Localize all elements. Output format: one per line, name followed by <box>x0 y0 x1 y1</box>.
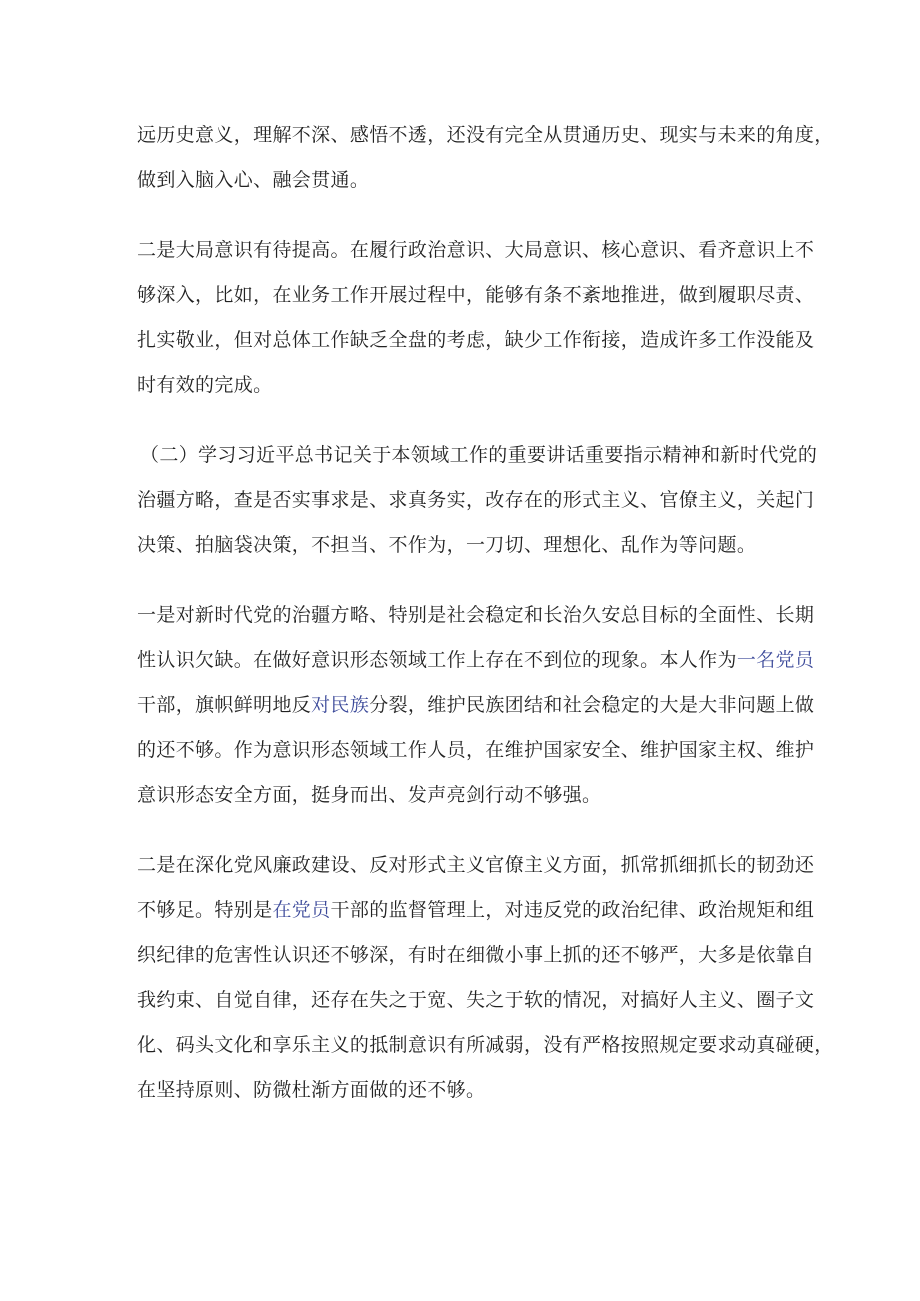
paragraph-5-line-2-text-a: 不够足。特别是 <box>137 899 273 921</box>
paragraph-5-line-2 <box>137 898 814 922</box>
paragraph-5-line-2-text-b: 干部的监督管理上，对违反党的政治纪律、政治规矩和组 <box>330 899 815 921</box>
paragraph-1-line-2: 做到入脑入心、融会贯通。 <box>137 169 370 191</box>
paragraph-5-line-6: 在坚持原则、防微杜渐方面做的还不够。 <box>137 1079 486 1101</box>
paragraph-4-line-1: 一是对新时代党的治疆方略、特别是社会稳定和长治久安总目标的全面性、长期 <box>137 604 815 626</box>
paragraph-2-line-2: 够深入，比如，在业务工作开展过程中，能够有条不紊地推进，做到履职尽责、 <box>137 284 815 306</box>
paragraph-4-line-3-text-b: 分裂，维护民族团结和社会稳定的大是大非问题上做 <box>369 694 815 716</box>
paragraph-4-line-2-text: 性认识欠缺。在做好意识形态领域工作上存在不到位的现象。本人作为 <box>137 649 737 671</box>
paragraph-3-line-2: 治疆方略，查是否实事求是、求真务实，改存在的形式主义、官僚主义，关起门 <box>137 489 815 511</box>
paragraph-2-line-3: 扎实敬业，但对总体工作缺乏全盘的考虑，缺少工作衔接，造成许多工作没能及 <box>137 329 815 351</box>
paragraph-1-line-1: 远历史意义，理解不深、感悟不透，还没有完全从贯通历史、现实与未来的角度， <box>137 124 834 146</box>
paragraph-2-line-4: 时有效的完成。 <box>137 374 273 396</box>
paragraph-4-line-2 <box>137 648 814 672</box>
paragraph-4-line-3-text-a: 干部，旗帜鲜明地反 <box>137 694 312 716</box>
paragraph-5-line-4: 我约束、自觉自律，还存在失之于宽、失之于软的情况，对搞好人主义、圈子文 <box>137 989 815 1011</box>
ethnic-link[interactable]: 对民族 <box>311 694 370 716</box>
paragraph-3-line-3: 决策、拍脑袋决策，不担当、不作为，一刀切、理想化、乱作为等问题。 <box>137 534 757 556</box>
party-member-link[interactable]: 一名党员 <box>736 649 815 671</box>
paragraph-5-line-5: 化、码头文化和享乐主义的抵制意识有所减弱，没有严格按照规定要求动真碰硬， <box>137 1034 834 1056</box>
paragraph-4-line-4: 的还不够。作为意识形态领域工作人员，在维护国家安全、维护国家主权、维护 <box>137 739 815 761</box>
paragraph-4-line-3 <box>137 693 814 717</box>
in-party-member-link[interactable]: 在党员 <box>272 899 331 921</box>
paragraph-5-line-1: 二是在深化党风廉政建设、反对形式主义官僚主义方面，抓常抓细抓长的韧劲还 <box>137 854 815 876</box>
paragraph-5-line-3: 织纪律的危害性认识还不够深，有时在细微小事上抓的还不够严，大多是依靠自 <box>137 944 815 966</box>
paragraph-4-line-5: 意识形态安全方面，挺身而出、发声亮剑行动不够强。 <box>137 784 602 806</box>
paragraph-2-line-1: 二是大局意识有待提高。在履行政治意识、大局意识、核心意识、看齐意识上不 <box>137 239 815 261</box>
paragraph-3-line-1: （二）学习习近平总书记关于本领域工作的重要讲话重要指示精神和新时代党的 <box>140 444 818 466</box>
